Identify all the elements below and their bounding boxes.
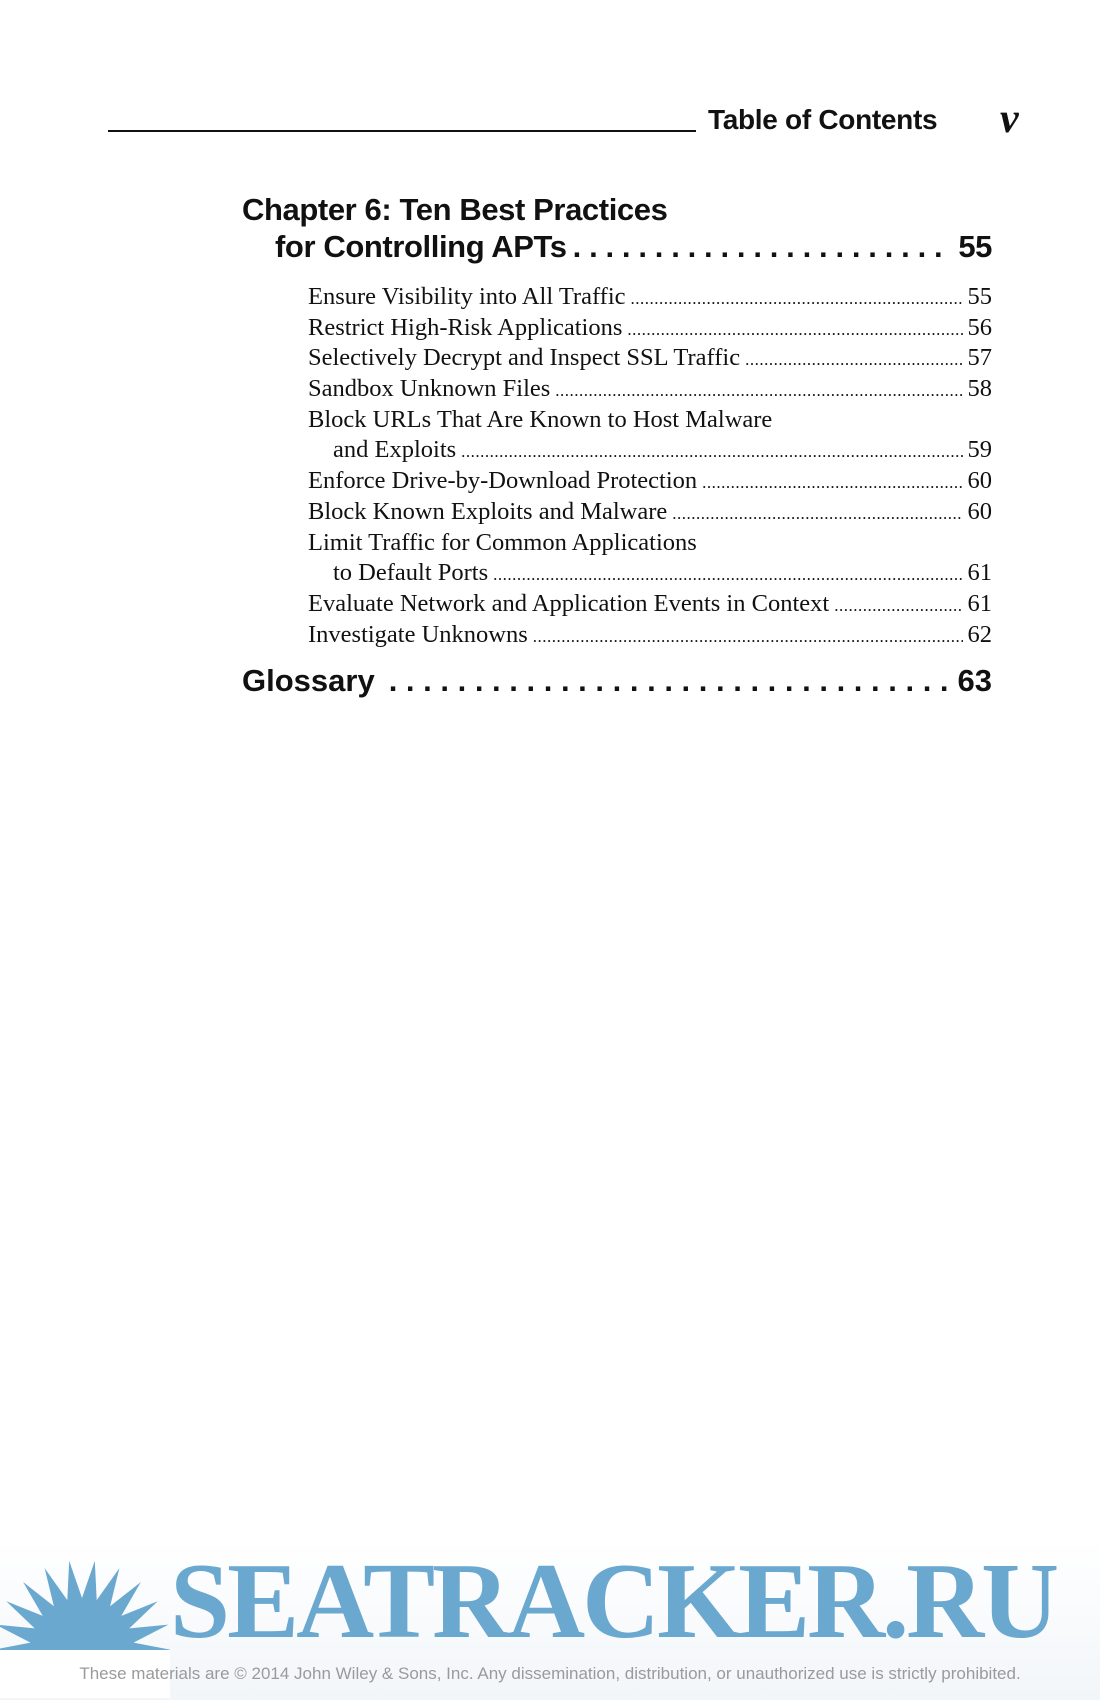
toc-entry-page: 59 xyxy=(967,436,992,464)
toc-entry[interactable] xyxy=(242,343,992,374)
toc-entry-title: Sandbox Unknown Files xyxy=(308,375,551,403)
dot-leader xyxy=(533,622,963,653)
toc-entry-title-line2: and Exploits xyxy=(333,436,457,464)
toc-entry-title-line2: to Default Ports xyxy=(333,559,489,587)
toc-entry[interactable] xyxy=(242,405,992,466)
dot-leader xyxy=(745,345,962,376)
glossary-page: 63 xyxy=(957,663,992,699)
toc-entry-page: 56 xyxy=(967,313,992,341)
glossary-title: Glossary xyxy=(242,663,375,699)
toc-entry-title: Restrict High-Risk Applications xyxy=(308,313,623,341)
page-number: v xyxy=(1000,96,1019,142)
toc-entry[interactable] xyxy=(242,313,992,344)
toc-entry-page: 61 xyxy=(967,589,992,617)
chapter-title-line2: for Controlling APTs xyxy=(275,229,567,264)
toc-entry[interactable] xyxy=(242,282,992,313)
chapter-title-line1: Chapter 6: Ten Best Practices xyxy=(242,192,668,227)
chapter-page: 55 xyxy=(958,229,992,264)
dot-leader xyxy=(461,437,962,468)
dot-leader xyxy=(573,228,953,266)
toc-entry-title: Evaluate Network and Application Events in Context xyxy=(308,589,830,617)
toc-entry[interactable] xyxy=(242,589,992,620)
watermark-logo-text: SEATRACKER.RU xyxy=(170,1542,1057,1661)
toc-entry-title: Enforce Drive-by-Download Protection xyxy=(308,467,698,495)
section-list xyxy=(242,282,992,650)
toc-entry[interactable] xyxy=(242,528,992,589)
dot-leader xyxy=(555,376,962,407)
dot-leader xyxy=(702,468,962,499)
dot-leader xyxy=(627,315,962,346)
toc-entry[interactable] xyxy=(242,374,992,405)
dot-leader xyxy=(672,499,962,530)
dot-leader xyxy=(493,560,962,591)
toc-entry-page: 62 xyxy=(967,620,992,648)
toc-entry-title-line1: Block URLs That Are Known to Host Malware xyxy=(308,405,773,433)
toc-entry-page: 58 xyxy=(967,375,992,403)
toc-entry-title: Selectively Decrypt and Inspect SSL Traffic xyxy=(308,344,741,372)
toc-entry-title: Block Known Exploits and Malware xyxy=(308,497,668,525)
copyright-notice: These materials are © 2014 John Wiley & Sons, Inc. Any dissemination, distribution, or unauthorized use is strictly prohibited. xyxy=(79,1664,1021,1683)
dot-leader xyxy=(834,591,962,622)
toc-entry[interactable] xyxy=(242,620,992,651)
toc-entry-page: 57 xyxy=(967,344,992,372)
toc-entry-page: 61 xyxy=(967,559,992,587)
dot-leader xyxy=(389,662,952,700)
header-rule xyxy=(108,130,696,132)
running-header-title: Table of Contents xyxy=(708,104,938,135)
toc-entry-page: 60 xyxy=(967,497,992,525)
toc-entry-page: 55 xyxy=(967,283,992,310)
toc-entry-title: Ensure Visibility into All Traffic xyxy=(308,283,626,310)
toc-entry-title-line1: Limit Traffic for Common Applications xyxy=(308,528,697,556)
toc-entry-title: Investigate Unknowns xyxy=(308,620,528,648)
dot-leader xyxy=(631,284,963,315)
toc-entry[interactable] xyxy=(242,466,992,497)
glossary-entry[interactable] xyxy=(242,662,992,700)
chapter-entry[interactable] xyxy=(242,192,992,266)
toc-entry-page: 60 xyxy=(967,467,992,495)
toc-entry[interactable] xyxy=(242,497,992,528)
table-of-contents xyxy=(242,192,992,700)
